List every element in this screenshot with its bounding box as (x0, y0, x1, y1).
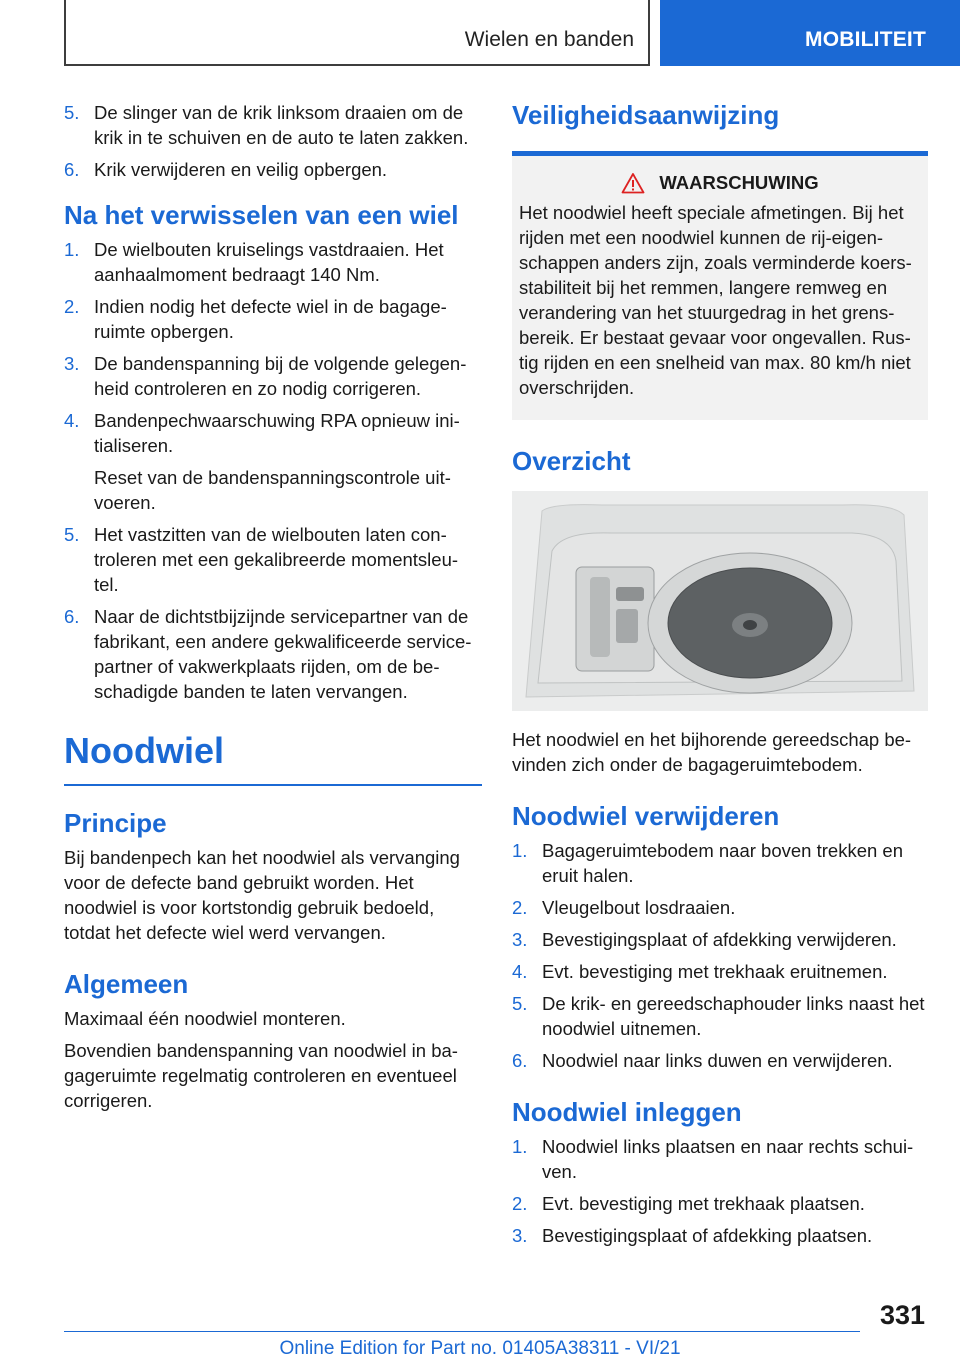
step-text: Evt. bevestiging met trekhaak plaatsen. (542, 1193, 865, 1214)
step-text: De slinger van de krik linksom draaien om de krik in te schuiven en de auto te laten zakken. (94, 102, 469, 148)
step-number: 3. (512, 1225, 528, 1246)
step-number: 1. (64, 239, 80, 260)
list-item (64, 294, 482, 344)
step-text: Bandenpechwaarschuwing RPA opnieuw ini‐tialiseren. (94, 410, 460, 456)
step-number: 4. (64, 410, 80, 431)
step-text: De wielbouten kruiselings vastdraaien. Het aanhaalmoment bedraagt 140 Nm. (94, 239, 444, 285)
remove-heading: Noodwiel verwijderen (512, 801, 780, 831)
header-chapter-tab[interactable] (660, 0, 960, 66)
list-item (512, 1048, 928, 1073)
step-text: Indien nodig het defecte wiel in de bagage‐ruimte opbergen. (94, 296, 447, 342)
list-item (64, 237, 482, 287)
step-text: Krik verwijderen en veilig opbergen. (94, 159, 388, 180)
principe-text: Bij bandenpech kan het noodwiel als vervanging voor de defecte band gebruikt worden. Het noodwiel is voor kortstondig gebruik bedoeld, totdat het defecte wiel werd vervangen. (64, 847, 460, 943)
after-change-steps-list (64, 237, 482, 704)
list-item (512, 838, 928, 888)
step-text: Bagageruimtebodem naar boven trekken en eruit halen. (542, 840, 903, 886)
list-item (512, 1223, 928, 1248)
header-section-box (64, 0, 650, 66)
after-change-heading: Na het verwisselen van een wiel (64, 200, 459, 230)
list-item (64, 522, 482, 597)
step-number: 5. (512, 993, 528, 1014)
step-subtext: Reset van de bandenspanningscontrole uit‐voeren. (94, 467, 451, 513)
algemeen-text-1: Maximaal één noodwiel monteren. (64, 1008, 346, 1029)
step-number: 4. (512, 961, 528, 982)
insert-steps-list (512, 1134, 928, 1248)
footer-edition: Online Edition for Part no. 01405A38311 - VI/21 (279, 1338, 681, 1359)
right-column (512, 100, 928, 1255)
step-text: Naar de dichtstbijzijnde servicepartner van de fabrikant, een andere gekwalificeerde service‐partner of vakwerkplaats rijden, om de be‐schadigde banden te laten vervangen. (94, 606, 472, 702)
list-item (512, 1191, 928, 1216)
principe-heading: Principe (64, 808, 167, 838)
list-item (512, 895, 928, 920)
algemeen-text-2: Bovendien bandenspanning van noodwiel in ba‐gageruimte regelmatig controleren en eventueel corrigeren. (64, 1040, 458, 1111)
list-item (64, 100, 482, 150)
step-number: 6. (64, 159, 80, 180)
list-item (512, 959, 928, 984)
list-item (512, 927, 928, 952)
spare-wheel-photo (512, 491, 928, 711)
algemeen-heading: Algemeen (64, 969, 189, 999)
header-chapter-title: MOBILITEIT (805, 28, 926, 51)
step-text: Vleugelbout losdraaien. (542, 897, 736, 918)
step-number: 5. (64, 524, 80, 545)
step-text: Noodwiel links plaatsen en naar rechts schui‐ven. (542, 1136, 914, 1182)
insert-heading: Noodwiel inleggen (512, 1097, 742, 1127)
left-column (64, 100, 482, 1120)
step-text: Bevestigingsplaat of afdekking plaatsen. (542, 1225, 873, 1246)
step-number: 2. (512, 897, 528, 918)
list-item (64, 351, 482, 401)
step-number: 5. (64, 102, 80, 123)
list-item (512, 1134, 928, 1184)
step-number: 1. (512, 840, 528, 861)
step-number: 3. (512, 929, 528, 950)
photo-caption: Het noodwiel en het bijhorende gereedschap be‐vinden zich onder de bagageruimtebodem. (512, 729, 912, 775)
noodwiel-title: Noodwiel (64, 730, 482, 786)
footer-divider (64, 1331, 860, 1332)
header-section-title: Wielen en banden (464, 28, 634, 51)
step-text: De bandenspanning bij de volgende gelegen‐heid controleren en zo nodig corrigeren. (94, 353, 467, 399)
step-number: 3. (64, 353, 80, 374)
step-text: Het vastzitten van de wielbouten laten con‐troleren met een gekalibreerde momentsleu‐tel. (94, 524, 459, 595)
page-number: 331 (880, 1300, 926, 1330)
step-number: 1. (512, 1136, 528, 1157)
list-item (64, 604, 482, 704)
step-text: Bevestigingsplaat of afdekking verwijderen. (542, 929, 897, 950)
warning-label: WAARSCHUWING (659, 172, 819, 193)
step-text: Evt. bevestiging met trekhaak eruitnemen. (542, 961, 888, 982)
step-number: 2. (64, 296, 80, 317)
list-item (64, 408, 482, 515)
safety-heading: Veiligheidsaanwijzing (512, 100, 780, 130)
overzicht-heading: Overzicht (512, 446, 631, 476)
step-number: 6. (512, 1050, 528, 1071)
list-item (64, 157, 482, 182)
warning-box (512, 156, 928, 420)
warning-header (519, 172, 921, 194)
jack-steps-list (64, 100, 482, 182)
spare-wheel-illustration (512, 491, 928, 711)
step-number: 6. (64, 606, 80, 627)
step-number: 2. (512, 1193, 528, 1214)
warning-triangle-icon (621, 172, 645, 194)
remove-steps-list (512, 838, 928, 1073)
step-text: De krik- en gereedschaphouder links naast het noodwiel uitnemen. (542, 993, 925, 1039)
warning-text: Het noodwiel heeft speciale afmetingen. Bij het rijden met een noodwiel kunnen de rij-eigen‐schappen anders zijn, zoals verminderde koers‐stabiliteit bij het remmen, langere remweg en verandering van het stuurgedrag in het grens‐bereik. Er bestaat gevaar voor ongevallen. Rus‐tig rijden en een snelheid van max. 80 km/h niet overschrijden. (519, 202, 912, 398)
list-item (512, 991, 928, 1041)
step-text: Noodwiel naar links duwen en verwijderen. (542, 1050, 893, 1071)
